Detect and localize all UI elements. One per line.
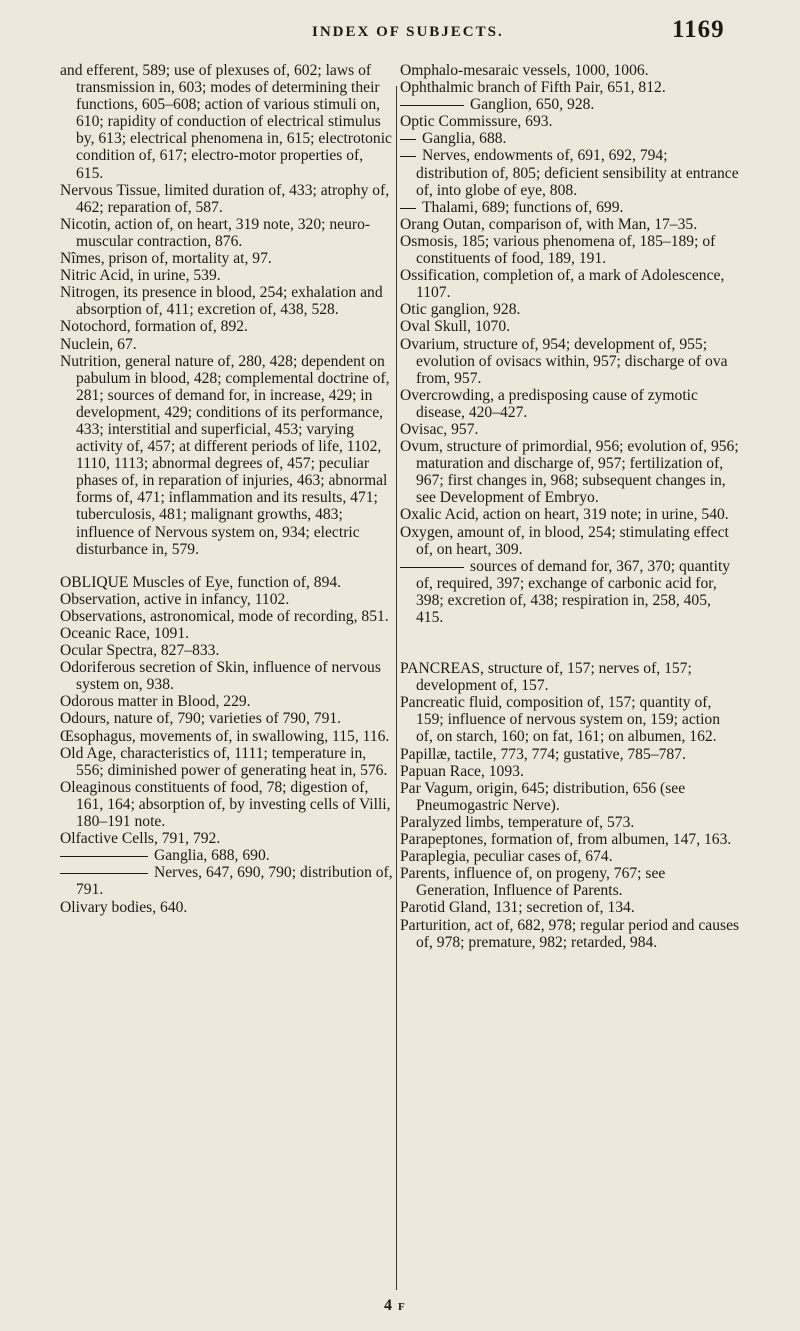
section-start-entry: PANCREAS, structure of, 157; nerves of, 157; development of, 157. bbox=[400, 660, 692, 695]
index-entry: Parotid Gland, 131; secretion of, 134. bbox=[400, 899, 635, 917]
index-entry: Omphalo-mesaraic vessels, 1000, 1006. bbox=[400, 62, 649, 79]
running-head bbox=[0, 14, 800, 54]
ditto-dash bbox=[60, 856, 148, 857]
index-entry: Notochord, formation of, 892. bbox=[60, 318, 248, 336]
ditto-dash bbox=[400, 105, 464, 106]
index-entry: Nutrition, general nature of, 280, 428; dependent on pabulum in blood, 428; complemental doctrine of, 281; sources of demand for, in increase, 429; in development, 429; conditions of its performance, 433; interstitial and superficial, 453; varying activity of, 457; at different periods of life, 1102, 1110, 1113; abnormal degrees of, 457; peculiar phases of, in reparation of injuries, 463; abnormal forms of, 471; inflammation and its results, 471; tuberculosis, 481; malignant growths, 483; influence of Nervous system on, 934; electric disturbance in, 579. bbox=[60, 352, 390, 558]
index-subentry: Ganglia, 688, 690. bbox=[60, 847, 393, 864]
index-subentry: Ganglion, 650, 928. bbox=[400, 96, 740, 113]
index-entry: Observation, active in infancy, 1102. bbox=[60, 590, 290, 608]
index-entry: Oceanic Race, 1091. bbox=[60, 625, 190, 642]
index-entry: Ossification, completion of, a mark of Adolescence, 1107. bbox=[400, 267, 725, 302]
index-subentry: Nerves, endowments of, 691, 692, 794; distribution of, 805; deficient sensibility at entrance of, into globe of eye, 808. bbox=[400, 147, 740, 198]
index-entry: Observations, astronomical, mode of recording, 851. bbox=[60, 607, 389, 625]
index-entry: Papuan Race, 1093. bbox=[400, 762, 524, 780]
index-entry: Œsophagus, movements of, in swallowing, 115, 116. bbox=[60, 727, 390, 745]
index-subentry: Thalami, 689; functions of, 699. bbox=[400, 199, 740, 216]
index-entry: Oval Skull, 1070. bbox=[400, 318, 511, 336]
index-subentry: Nerves, 647, 690, 790; distribution of, 791. bbox=[60, 864, 393, 898]
index-entry: Nuclein, 67. bbox=[60, 335, 137, 353]
index-entry: Ovarium, structure of, 954; development of, 955; evolution of ovisacs within, 957; discharge of ova from, 957. bbox=[400, 335, 728, 387]
ditto-dash bbox=[400, 208, 416, 209]
ditto-dash bbox=[400, 156, 416, 157]
index-entry: Paraplegia, peculiar cases of, 674. bbox=[400, 848, 613, 866]
index-entry: Par Vagum, origin, 645; distribution, 656 (see Pneumogastric Nerve). bbox=[400, 779, 686, 814]
index-entry: Odours, nature of, 790; varieties of 790, 791. bbox=[60, 710, 342, 728]
index-entry: Odorous matter in Blood, 229. bbox=[60, 693, 251, 711]
index-entry: Ocular Spectra, 827–833. bbox=[60, 642, 220, 660]
signature-number: 4 bbox=[384, 1297, 392, 1314]
index-subentry: sources of demand for, 367, 370; quantity of, required, 397; exchange of carbonic acid for, 398; excretion of, 438; respiration in, 258, 405, 415. bbox=[400, 558, 740, 626]
index-entry: Ovum, structure of primordial, 956; evolution of, 956; maturation and discharge of, 957; fertilization of, 967; first changes in, 968; subsequent changes in, see Development of Embryo. bbox=[400, 438, 739, 507]
ditto-dash bbox=[60, 873, 148, 874]
signature-mark bbox=[384, 1297, 405, 1315]
index-entry: Parents, influence of, on progeny, 767; see Generation, Influence of Parents. bbox=[400, 865, 666, 900]
index-entry: Oxygen, amount of, in blood, 254; stimulating effect of, on heart, 309. bbox=[400, 523, 729, 558]
index-entry: Paralyzed limbs, temperature of, 573. bbox=[400, 813, 635, 831]
page-header-title: INDEX OF SUBJECTS. bbox=[312, 24, 504, 40]
index-entry: Olivary bodies, 640. bbox=[60, 898, 188, 916]
index-subentry: Ganglia, 688. bbox=[400, 130, 740, 147]
index-entry: Olfactive Cells, 791, 792. bbox=[60, 830, 221, 848]
index-entry: Oxalic Acid, action on heart, 319 note; in urine, 540. bbox=[400, 506, 729, 524]
index-entry: Nervous Tissue, limited duration of, 433; atrophy of, 462; reparation of, 587. bbox=[60, 181, 390, 216]
index-entry: Optic Commissure, 693. bbox=[400, 113, 553, 131]
index-entry: Ophthalmic branch of Fifth Pair, 651, 812. bbox=[400, 79, 666, 97]
index-entry: Nîmes, prison of, mortality at, 97. bbox=[60, 250, 272, 268]
index-entry: Nitric Acid, in urine, 539. bbox=[60, 267, 221, 285]
index-entry: Ovisac, 957. bbox=[400, 420, 479, 438]
ditto-dash bbox=[400, 567, 464, 568]
index-entry: Nitrogen, its presence in blood, 254; exhalation and absorption of, 411; excretion of, 438, 528. bbox=[60, 284, 383, 319]
index-entry: Oleaginous constituents of food, 78; digestion of, 161, 164; absorption of, by investing cells of Villi, 180–191 note. bbox=[60, 778, 391, 831]
index-entry: Orang Outan, comparison of, with Man, 17–35. bbox=[400, 215, 698, 233]
index-entry: Odoriferous secretion of Skin, influence of nervous system on, 938. bbox=[60, 659, 381, 694]
index-entry: Papillæ, tactile, 773, 774; gustative, 785–787. bbox=[400, 745, 686, 763]
index-entry: Parapeptones, formation of, from albumen, 147, 163. bbox=[400, 831, 732, 849]
index-entry: Osmosis, 185; various phenomena of, 185–189; of constituents of food, 189, 191. bbox=[400, 232, 716, 268]
page-number: 1169 bbox=[672, 16, 725, 43]
index-entry: and efferent, 589; use of plexuses of, 602; laws of transmission in, 603; modes of determining their functions, 605–608; action of various stimuli on, 610; rapidity of conduction of electrical stimulus by, 613; electrical phenomena in, 615; electrotonic condition of, 617; electro-motor properties of, 615. bbox=[60, 62, 392, 182]
index-entry: Overcrowding, a predisposing cause of zymotic disease, 420–427. bbox=[400, 386, 698, 421]
column-divider bbox=[396, 86, 397, 1290]
signature-letter: F bbox=[398, 1301, 405, 1313]
index-entry: Parturition, act of, 682, 978; regular period and causes of, 978; premature, 982; retarded, 984. bbox=[400, 916, 740, 951]
index-entry: Pancreatic fluid, composition of, 157; quantity of, 159; influence of nervous system on, 159; action of, on starch, 160; on fat, 161; on albumen, 162. bbox=[400, 694, 721, 746]
ditto-dash bbox=[400, 139, 416, 140]
index-entry: Old Age, characteristics of, 1111; temperature in, 556; diminished power of generating heat in, 576. bbox=[60, 744, 388, 779]
index-entry: Nicotin, action of, on heart, 319 note, 320; neuro-muscular contraction, 876. bbox=[60, 215, 371, 250]
index-entry: Otic ganglion, 928. bbox=[400, 301, 521, 319]
left-column bbox=[60, 62, 393, 916]
right-column bbox=[400, 62, 740, 951]
section-start-entry: OBLIQUE Muscles of Eye, function of, 894. bbox=[60, 573, 342, 591]
